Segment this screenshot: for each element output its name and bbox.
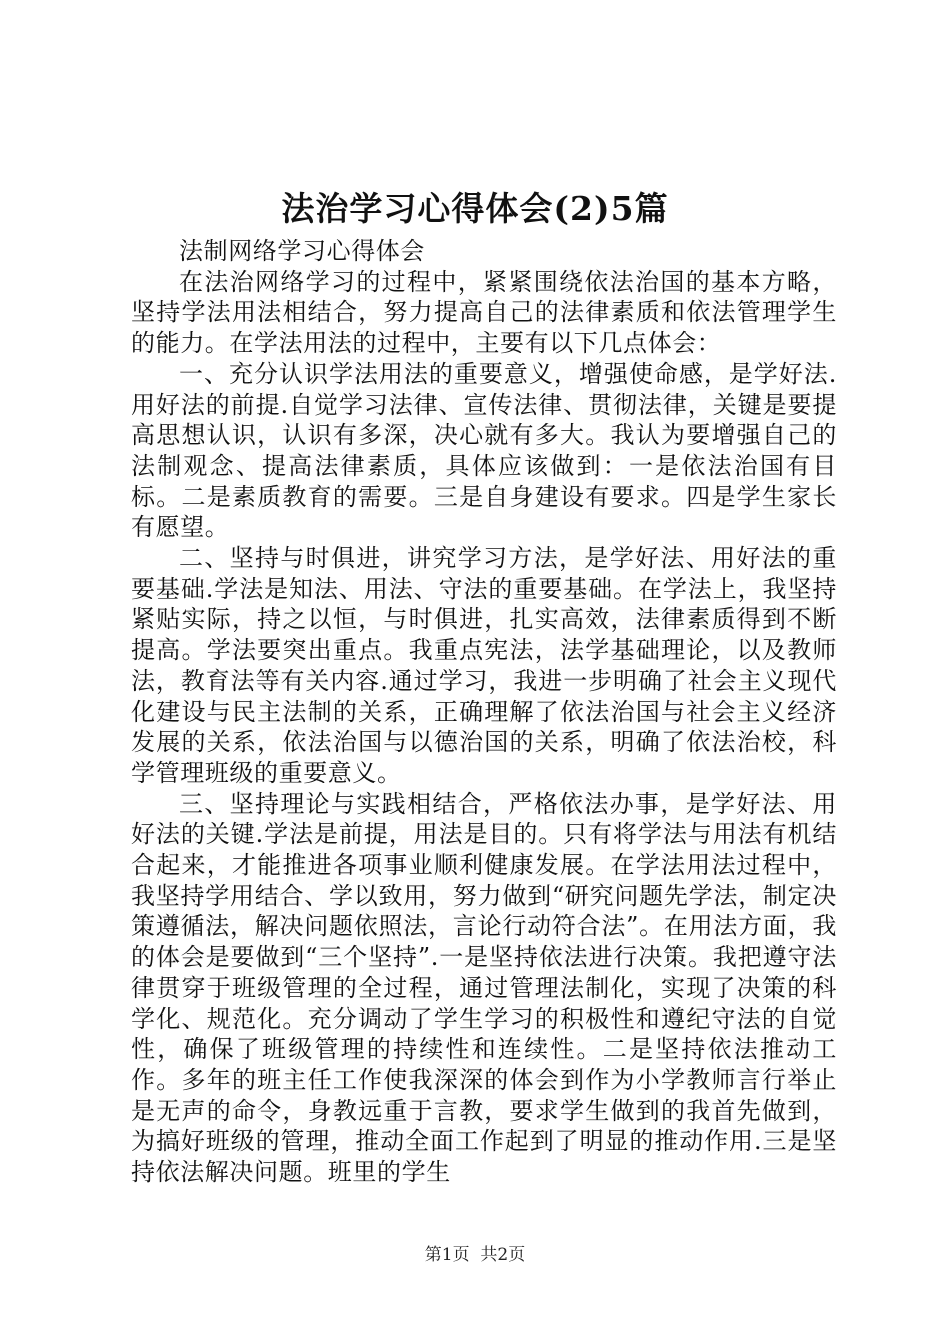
- document-subtitle: 法制网络学习心得体会: [179, 237, 425, 265]
- body-paragraph: 在法治网络学习的过程中，紧紧围绕依法治国的基本方略，坚持学法用法相结合，努力提高自己的法律素质和依法管理学生的能力。在学法用法的过程中，主要有以下几点体会：: [131, 267, 837, 358]
- page-total: 共2页: [480, 1245, 526, 1265]
- page-number: 第1页: [424, 1245, 470, 1265]
- document-body: [131, 236, 837, 1188]
- page-footer: [0, 1244, 950, 1266]
- footer-gap: [470, 1245, 481, 1265]
- body-paragraph: 三、坚持理论与实践相结合，严格依法办事，是学好法、用好法的关键.学法是前提，用法是目的。只有将学法与用法有机结合起来，才能推进各项事业顺利健康发展。在学法用法过程中，我坚持学用结合、学以致用，努力做到“研究问题先学法，制定决策遵循法，解决问题依照法，言论行动符合法”。在用法方面，我的体会是要做到“三个坚持”.一是坚持依法进行决策。我把遵守法律贯穿于班级管理的全过程，通过管理法制化，实现了决策的科学化、规范化。充分调动了学生学习的积极性和遵纪守法的自觉性，确保了班级管理的持续性和连续性。二是坚持依法推动工作。多年的班主任工作使我深深的体会到作为小学教师言行举止是无声的命令，身教远重于言教，要求学生做到的我首先做到，为搞好班级的管理，推动全面工作起到了明显的推动作用.三是坚持依法解决问题。班里的学生: [131, 789, 837, 1187]
- body-paragraph: 二、坚持与时俱进，讲究学习方法，是学好法、用好法的重要基础.学法是知法、用法、守法的重要基础。在学法上，我坚持紧贴实际，持之以恒，与时俱进，扎实高效，法律素质得到不断提高。学法要突出重点。我重点宪法，法学基础理论，以及教师法，教育法等有关内容.通过学习，我进一步明确了社会主义现代化建设与民主法制的关系，正确理解了依法治国与社会主义经济发展的关系，依法治国与以德治国的关系，明确了依法治校，科学管理班级的重要意义。: [131, 544, 837, 787]
- document-title: 法治学习心得体会(2)5篇: [281, 189, 669, 228]
- body-paragraph: 一、充分认识学法用法的重要意义，增强使命感，是学好法.用好法的前提.自觉学习法律、宣传法律、贯彻法律，关键是要提高思想认识，认识有多深，决心就有多大。我认为要增强自己的法制观念、提高法律素质，具体应该做到：一是依法治国有目标。二是素质教育的需要。三是自身建设有要求。四是学生家长有愿望。: [131, 359, 837, 542]
